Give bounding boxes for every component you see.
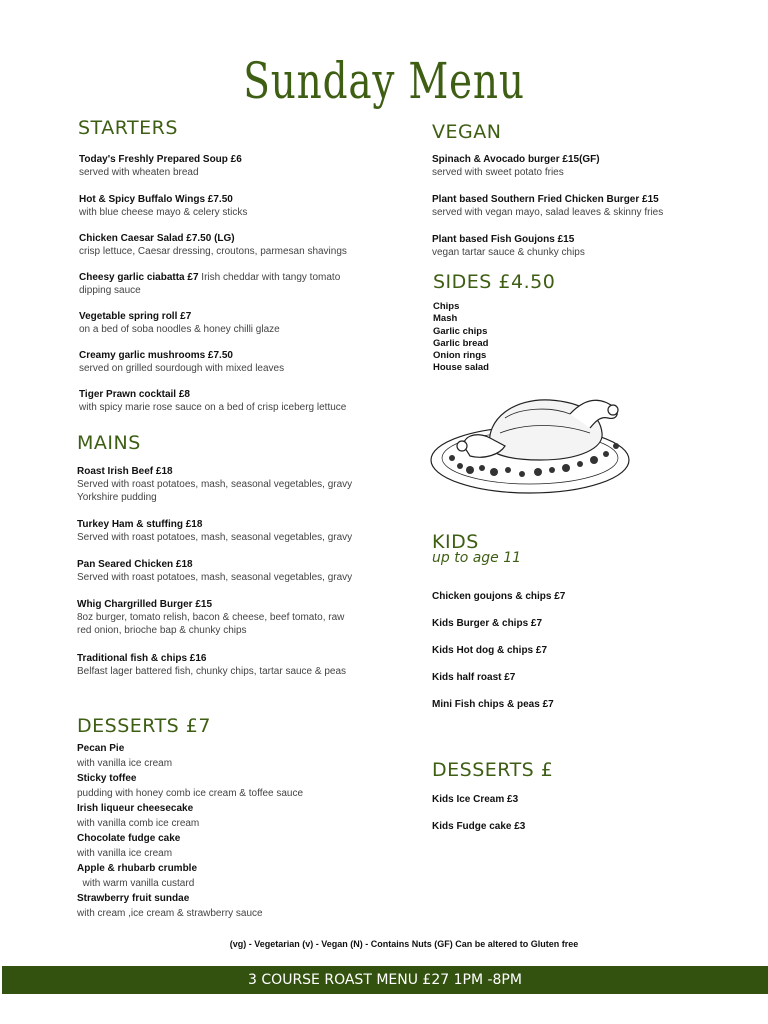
- kids-item: Kids Hot dog & chips £7: [432, 645, 548, 656]
- item-name: Hot & Spicy Buffalo Wings £7.50: [79, 194, 233, 205]
- mains-heading: MAINS: [77, 432, 141, 454]
- side-item: Chips: [433, 301, 460, 312]
- vegan-heading: VEGAN: [432, 121, 502, 143]
- item-name: Whig Chargrilled Burger £15: [77, 599, 213, 610]
- main-item: [77, 652, 397, 678]
- desserts-heading: DESSERTS £7: [77, 715, 211, 737]
- dessert-desc: with cream ,ice cream & strawberry sauce: [77, 908, 263, 919]
- dessert-name: Strawberry fruit sundae: [77, 893, 190, 904]
- side-item: Onion rings: [433, 350, 487, 362]
- starter-item: [79, 271, 369, 297]
- item-desc: served with wheaten bread: [79, 167, 199, 178]
- kids-item: Kids half roast £7: [432, 672, 516, 683]
- item-desc: vegan tartar sauce & chunky chips: [432, 247, 585, 258]
- item-desc: 8oz burger, tomato relish, bacon & cheese, beef tomato, raw red onion, brioche bap & chunky chips: [77, 612, 345, 636]
- kids-dessert-item: Kids Fudge cake £3: [432, 821, 526, 832]
- side-item: Garlic bread: [433, 337, 489, 349]
- sides-heading: SIDES £4.50: [433, 271, 556, 293]
- main-item: [77, 518, 377, 544]
- kids-desserts-heading: DESSERTS £: [432, 759, 554, 781]
- kids-item: Mini Fish chips & peas £7: [432, 699, 554, 710]
- starter-item: [79, 310, 379, 336]
- item-desc: served with sweet potato fries: [432, 167, 564, 178]
- vegan-item: [432, 153, 732, 179]
- starter-item: [79, 193, 379, 219]
- side-item: Mash: [433, 313, 458, 325]
- item-name: Pan Seared Chicken £18: [77, 559, 193, 570]
- kids-item: Kids Burger & chips £7: [432, 618, 543, 629]
- item-desc: Served with roast potatoes, mash, seasonal vegetables, gravy: [77, 572, 353, 583]
- starters-heading: STARTERS: [78, 117, 178, 139]
- main-item: [77, 465, 377, 504]
- kids-subheading: up to age 11: [432, 550, 522, 566]
- item-name: Plant based Southern Fried Chicken Burger £15: [432, 194, 659, 205]
- dessert-desc: with warm vanilla custard: [77, 878, 195, 889]
- kids-item: Chicken goujons & chips £7: [432, 591, 566, 602]
- item-desc: on a bed of soba noodles & honey chilli glaze: [79, 324, 280, 335]
- vegan-item: [432, 233, 732, 259]
- item-name: Roast Irish Beef £18: [77, 466, 173, 477]
- item-desc: Irish cheddar with tangy tomato dipping sauce: [79, 272, 341, 296]
- starter-item: [79, 232, 379, 258]
- item-name: Plant based Fish Goujons £15: [432, 234, 575, 245]
- kids-dessert-item: Kids Ice Cream £3: [432, 794, 519, 805]
- starter-item: [79, 388, 399, 414]
- item-desc: with spicy marie rose sauce on a bed of crisp iceberg lettuce: [79, 402, 347, 413]
- side-item: House salad: [433, 362, 489, 374]
- item-desc: served on grilled sourdough with mixed leaves: [79, 363, 285, 374]
- dessert-desc: with vanilla ice cream: [77, 758, 173, 769]
- item-desc: served with vegan mayo, salad leaves & skinny fries: [432, 207, 664, 218]
- item-name: Cheesy garlic ciabatta £7: [79, 272, 199, 283]
- dessert-name: Irish liqueur cheesecake: [77, 803, 194, 814]
- side-item: Garlic chips: [433, 325, 488, 337]
- dessert-name: Chocolate fudge cake: [77, 833, 181, 844]
- roast-turkey-illustration: [430, 388, 632, 498]
- main-item: [77, 558, 377, 584]
- dessert-desc: with vanilla ice cream: [77, 848, 173, 859]
- vegan-item: [432, 193, 732, 219]
- item-name: Today's Freshly Prepared Soup £6: [79, 154, 242, 165]
- dessert-desc: pudding with honey comb ice cream & toffee sauce: [77, 788, 304, 799]
- item-desc: Served with roast potatoes, mash, seasonal vegetables, gravy Yorkshire pudding: [77, 479, 353, 503]
- item-name: Turkey Ham & stuffing £18: [77, 519, 203, 530]
- dessert-name: Sticky toffee: [77, 773, 137, 784]
- starter-item: [79, 153, 379, 179]
- item-name: Vegetable spring roll £7: [79, 311, 192, 322]
- item-name: Spinach & Avocado burger £15(GF): [432, 154, 600, 165]
- dessert-desc: with vanilla comb ice cream: [77, 818, 200, 829]
- item-desc: crisp lettuce, Caesar dressing, croutons, parmesan shavings: [79, 246, 347, 257]
- item-desc: Served with roast potatoes, mash, seasonal vegetables, gravy: [77, 532, 353, 543]
- dessert-name: Pecan Pie: [77, 743, 125, 754]
- item-name: Traditional fish & chips £16: [77, 653, 207, 664]
- item-name: Creamy garlic mushrooms £7.50: [79, 350, 233, 361]
- item-desc: Belfast lager battered fish, chunky chips, tartar sauce & peas: [77, 666, 347, 677]
- dessert-list: [77, 741, 377, 921]
- footer-banner: 3 COURSE ROAST MENU £27 1PM -8PM: [2, 966, 768, 994]
- kids-heading: KIDS: [432, 531, 479, 553]
- dessert-name: Apple & rhubarb crumble: [77, 863, 198, 874]
- menu-title: Sunday Menu: [243, 52, 525, 110]
- dietary-note: (vg) - Vegetarian (v) - Vegan (N) - Contains Nuts (GF) Can be altered to Gluten free: [229, 939, 579, 949]
- starter-item: [79, 349, 379, 375]
- item-name: Tiger Prawn cocktail £8: [79, 389, 190, 400]
- main-item: [77, 598, 352, 637]
- sides-list: [433, 301, 489, 375]
- item-desc: with blue cheese mayo & celery sticks: [79, 207, 248, 218]
- item-name: Chicken Caesar Salad £7.50 (LG): [79, 233, 235, 244]
